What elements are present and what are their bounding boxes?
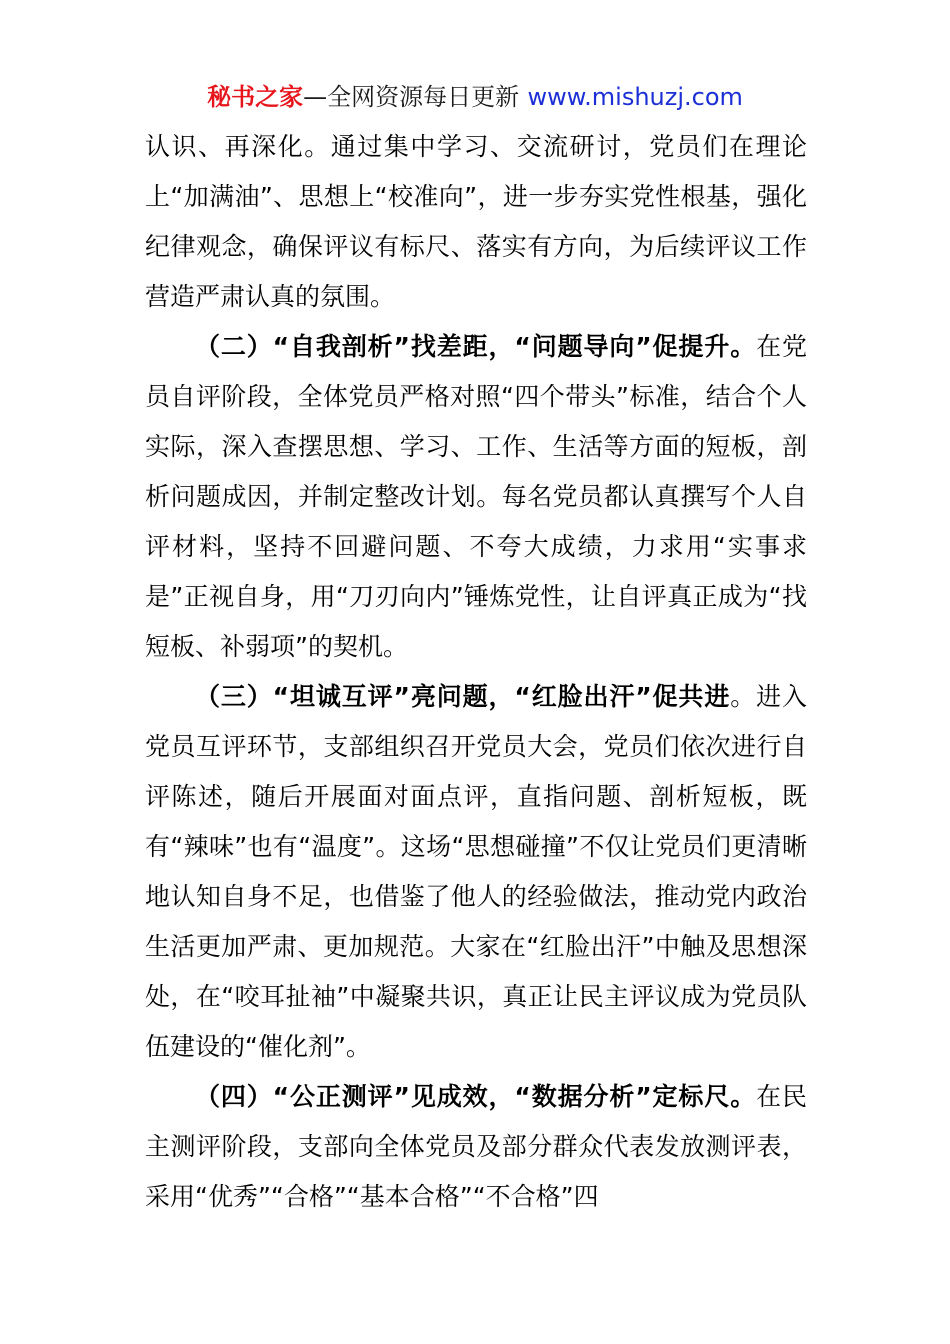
header-tagline: —全网资源每日更新 — [303, 83, 520, 111]
paragraph-text: 认识、再深化。通过集中学习、交流研讨，党员们在理论上“加满油”、思想上“校准向”，进一步夯实党性根基，强化纪律观念，确保评议有标尺、落实有方向，为后续评议工作营造严肃认真的氛围。 — [145, 132, 807, 311]
brand-name: 秘书之家 — [207, 83, 304, 111]
paragraph-text: 。进入党员互评环节，支部组织召开党员大会，党员们依次进行自评陈述，随后开展面对面点评，直指问题、剖析短板，既有“辣味”也有“温度”。这场“思想碰撞”不仅让党员们更清晰地认知自身不足，也借鉴了他人的经验做法，推动党内政治生活更加严肃、更加规范。大家在“红脸出汗”中触及思想深处，在“咬耳扯袖”中凝聚共识，真正让民主评议成为党员队伍建设的“催化剂”。 — [145, 682, 807, 1061]
paragraph-text: 在党员自评阶段，全体党员严格对照“四个带头”标准，结合个人实际，深入查摆思想、学习、工作、生活等方面的短板，剖析问题成因，并制定整改计划。每名党员都认真撰写个人自评材料，坚持不回避问题、不夸大成绩，力求用“实事求是”正视自身，用“刀刃向内”锤炼党性，让自评真正成为“找短板、补弱项”的契机。 — [145, 332, 807, 661]
paragraph-continuation — [145, 122, 807, 322]
section-paragraph-4 — [145, 1072, 807, 1222]
section-heading: （三）“坦诚互评”亮问题，“红脸出汗”促共进 — [195, 682, 731, 711]
site-url[interactable]: www.mishuzj.com — [527, 83, 743, 111]
section-heading: （二）“自我剖析”找差距，“问题导向”促提升。 — [195, 332, 757, 361]
paragraph-text: 在民主测评阶段，支部向全体党员及部分群众代表发放测评表，采用“优秀”“合格”“基本合格”“不合格”四 — [145, 1082, 807, 1211]
section-paragraph-3 — [145, 672, 807, 1072]
document-body — [145, 122, 807, 1222]
watermark-header — [0, 80, 950, 114]
section-paragraph-2 — [145, 322, 807, 672]
section-heading: （四）“公正测评”见成效，“数据分析”定标尺。 — [195, 1082, 757, 1111]
